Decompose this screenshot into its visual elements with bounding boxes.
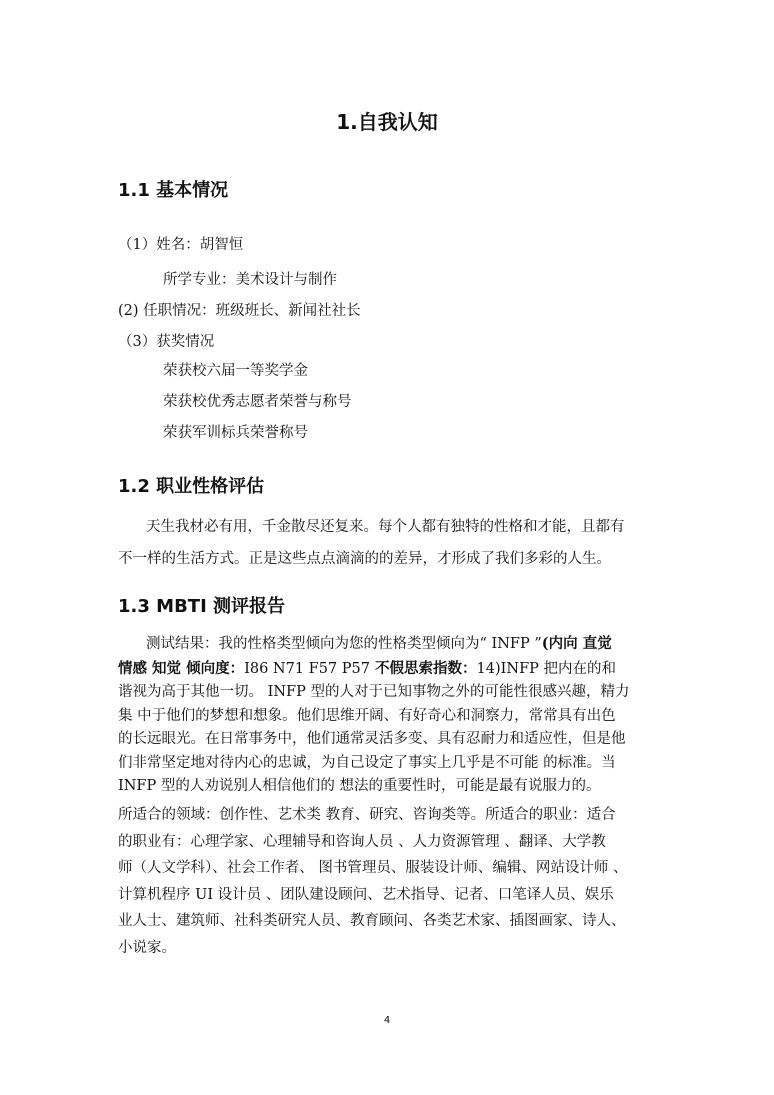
report-line: 的长远眼光。在日常事务中，他们通常灵活多变、具有忍耐力和适应性，但是他 <box>118 731 626 747</box>
report-line: 们非常坚定地对待内心的忠诚，为自己设定了事实上几乎是不可能 的标准。当 <box>118 754 616 771</box>
section-heading-personality: 1.2 职业性格评估 <box>118 476 265 497</box>
name-line: （1）姓名：胡智恒 <box>118 237 244 253</box>
position-line: (2) 任职情况：班级班长、新闻社社长 <box>118 303 361 319</box>
report-line: INFP 型的人劝说别人相信他们的 想法的重要性时，可能是最有说服力的。 <box>118 778 601 794</box>
careers-line: 的职业有：心理学家、心理辅导和咨询人员 、人力资源管理 、翻译、大学教 <box>118 833 606 850</box>
award-item: 荣获校优秀志愿者荣誉与称号 <box>163 394 352 410</box>
section-heading-mbti: 1.3 MBTI 测评报告 <box>118 596 286 617</box>
careers-line: 计算机程序 UI 设计员 、团队建设顾问、艺术指导、记者、口笔译人员、娱乐 <box>118 886 614 903</box>
personality-paragraph-line: 天生我材必有用，千金散尽还复来。每个人都有独特的性格和才能，且都有 <box>146 519 625 535</box>
report-line: 谐视为高于其他一切。 INFP 型的人对于已知事物之外的可能性很感兴趣，精力 <box>118 684 630 700</box>
suitable-careers-paragraph <box>118 802 666 961</box>
page-title: 1.自我认知 <box>336 110 438 134</box>
page-number: 4 <box>383 1015 391 1026</box>
personality-paragraph-line: 不一样的生活方式。正是这些点点滴滴的的差异，才形成了我们多彩的人生。 <box>118 551 611 567</box>
award-item: 荣获校六届一等奖学金 <box>163 363 308 379</box>
report-line: 情感 知觉 倾向度：I86 N71 F57 P57 不假思索指数：14)INFP 把内在的和 <box>118 659 616 677</box>
section-heading-basic-info: 1.1 基本情况 <box>118 180 229 201</box>
awards-label: （3）获奖情况 <box>118 334 215 350</box>
mbti-report-paragraph <box>118 632 666 799</box>
award-item: 荣获军训标兵荣誉称号 <box>163 425 308 441</box>
careers-line: 小说家。 <box>118 939 176 956</box>
careers-line: 所适合的领域：创作性、艺术类 教育、研究、咨询类等。所适合的职业：适合 <box>118 807 616 823</box>
major-line: 所学专业：美术设计与制作 <box>163 272 337 288</box>
report-line: 集 中于他们的梦想和想象。他们思维开阔、有好奇心和洞察力，常常具有出色 <box>118 707 616 724</box>
careers-line: 业人士、建筑师、社科类研究人员、教育顾问、各类艺术家、插图画家、诗人、 <box>118 913 626 929</box>
careers-line: 师（人文学科）、社会工作者、 图书管理员、服装设计师、编辑、网站设计师 、 <box>118 860 628 876</box>
report-line: 测试结果：我的性格类型倾向为您的性格类型倾向为“ INFP ”(内向 直觉 <box>146 635 612 652</box>
